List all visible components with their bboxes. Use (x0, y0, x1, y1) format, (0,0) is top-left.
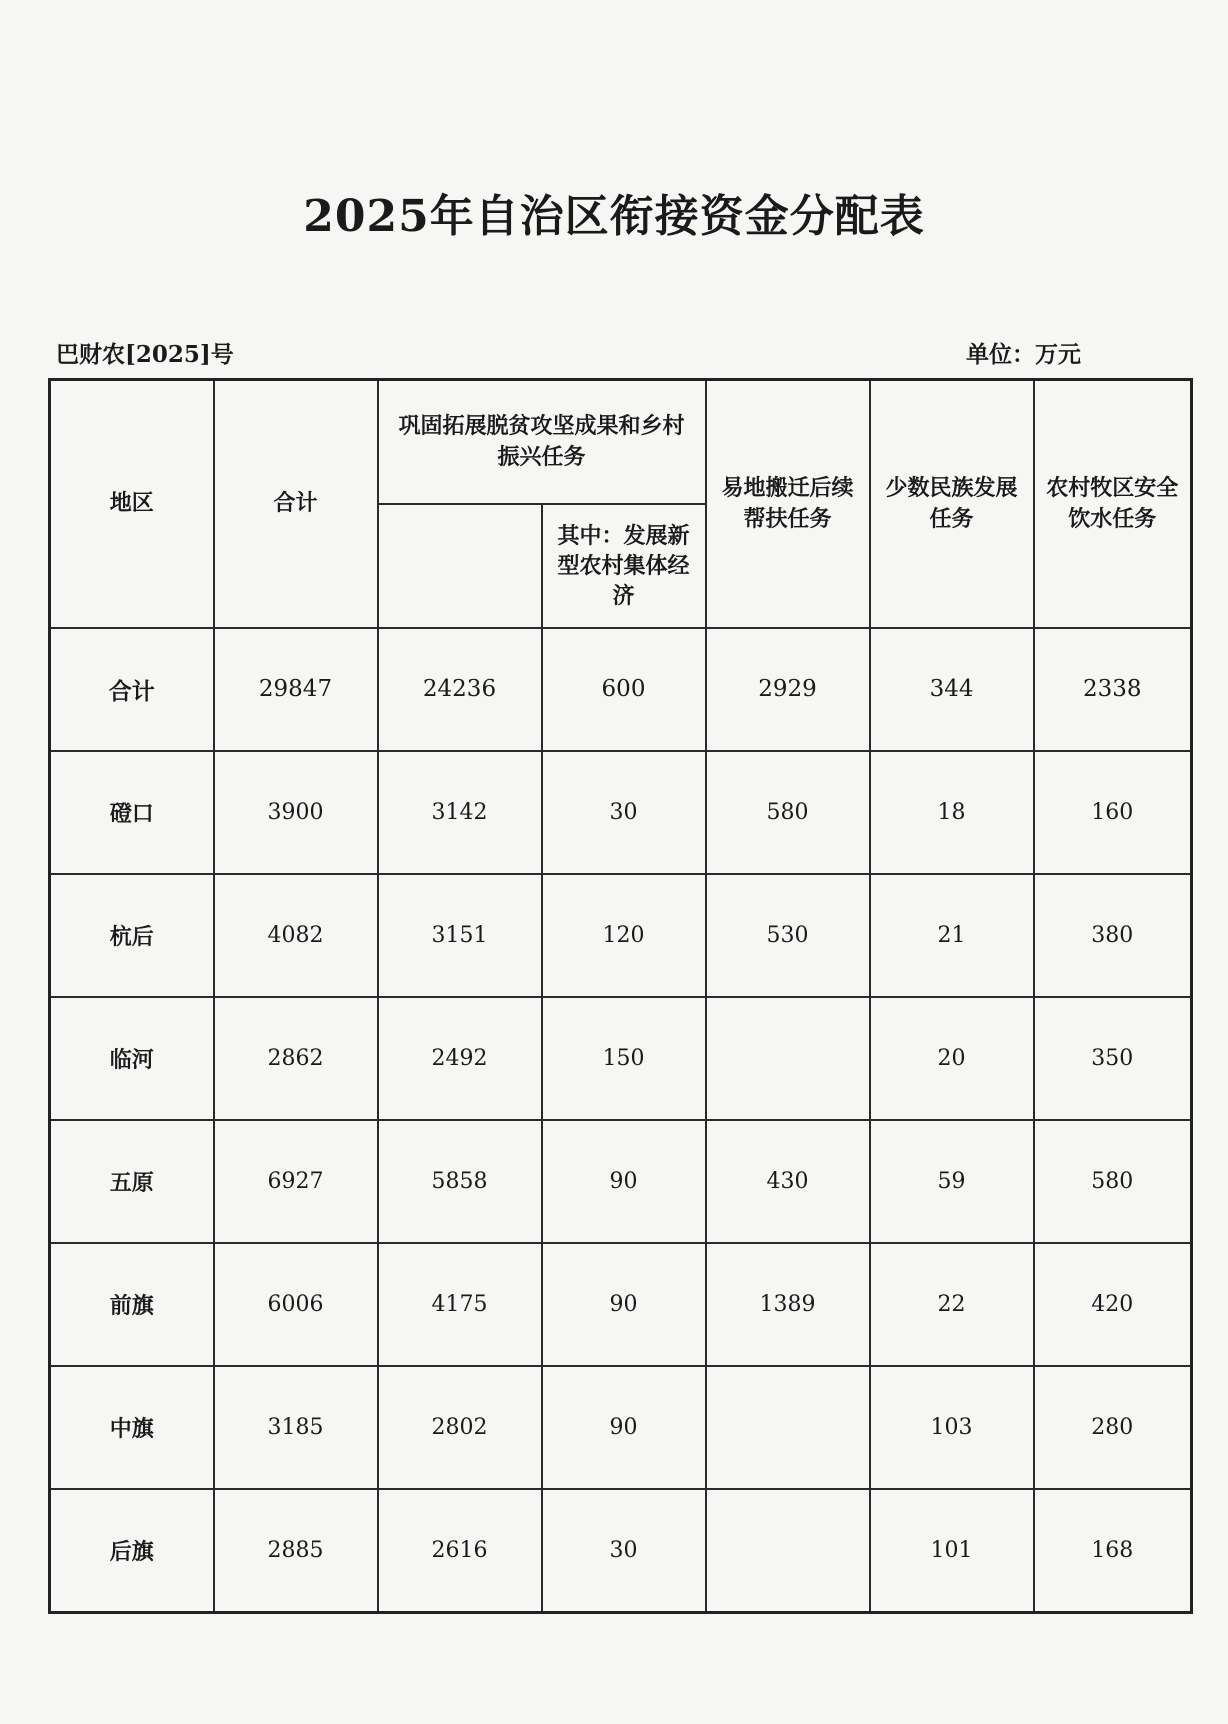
allocation-table (48, 378, 1193, 1614)
cell-water: 168 (1034, 1489, 1192, 1612)
cell-collective: 30 (542, 751, 706, 874)
table-row (50, 751, 1192, 874)
cell-consolidate: 5858 (378, 1120, 542, 1243)
cell-region: 磴口 (50, 751, 214, 874)
cell-region: 前旗 (50, 1243, 214, 1366)
cell-collective: 150 (542, 997, 706, 1120)
cell-region: 合计 (50, 628, 214, 751)
header-consolidate-blank (378, 504, 542, 628)
table-row (50, 1120, 1192, 1243)
cell-consolidate: 4175 (378, 1243, 542, 1366)
cell-total: 4082 (214, 874, 378, 997)
cell-collective: 90 (542, 1366, 706, 1489)
cell-minority: 21 (870, 874, 1034, 997)
page-title: 2025年自治区衔接资金分配表 (303, 191, 925, 242)
cell-relocation (706, 1366, 870, 1489)
cell-minority: 20 (870, 997, 1034, 1120)
cell-total: 3185 (214, 1366, 378, 1489)
cell-water: 380 (1034, 874, 1192, 997)
table-row (50, 1366, 1192, 1489)
cell-minority: 101 (870, 1489, 1034, 1612)
cell-total: 2885 (214, 1489, 378, 1612)
cell-total: 29847 (214, 628, 378, 751)
cell-consolidate: 3142 (378, 751, 542, 874)
cell-relocation: 2929 (706, 628, 870, 751)
cell-minority: 344 (870, 628, 1034, 751)
unit-label: 单位：万元 (966, 341, 1081, 368)
cell-region: 后旗 (50, 1489, 214, 1612)
table-row (50, 874, 1192, 997)
cell-relocation (706, 1489, 870, 1612)
table-row (50, 1489, 1192, 1612)
cell-region: 临河 (50, 997, 214, 1120)
cell-total: 2862 (214, 997, 378, 1120)
cell-region: 杭后 (50, 874, 214, 997)
cell-consolidate: 2802 (378, 1366, 542, 1489)
cell-total: 6927 (214, 1120, 378, 1243)
cell-total: 6006 (214, 1243, 378, 1366)
cell-minority: 22 (870, 1243, 1034, 1366)
table-row (50, 1243, 1192, 1366)
header-total: 合计 (214, 380, 378, 628)
cell-relocation: 530 (706, 874, 870, 997)
cell-minority: 59 (870, 1120, 1034, 1243)
cell-region: 中旗 (50, 1366, 214, 1489)
cell-collective: 120 (542, 874, 706, 997)
header-relocation: 易地搬迁后续帮扶任务 (706, 380, 870, 628)
cell-minority: 103 (870, 1366, 1034, 1489)
cell-water: 2338 (1034, 628, 1192, 751)
header-region: 地区 (50, 380, 214, 628)
cell-water: 160 (1034, 751, 1192, 874)
cell-relocation: 580 (706, 751, 870, 874)
cell-water: 350 (1034, 997, 1192, 1120)
cell-collective: 600 (542, 628, 706, 751)
header-collective: 其中：发展新型农村集体经济 (542, 504, 706, 628)
cell-water: 420 (1034, 1243, 1192, 1366)
document-number: 巴财农[2025]号 (56, 341, 234, 368)
header-water: 农村牧区安全饮水任务 (1034, 380, 1192, 628)
cell-collective: 30 (542, 1489, 706, 1612)
header-minority: 少数民族发展任务 (870, 380, 1034, 628)
cell-water: 580 (1034, 1120, 1192, 1243)
cell-collective: 90 (542, 1120, 706, 1243)
header-consolidate-label: 巩固拓展脱贫攻坚成果和乡村振兴任务 (398, 412, 685, 470)
table-row-total (50, 628, 1192, 751)
cell-relocation: 1389 (706, 1243, 870, 1366)
cell-water: 280 (1034, 1366, 1192, 1489)
cell-consolidate: 2616 (378, 1489, 542, 1612)
table-row (50, 997, 1192, 1120)
cell-minority: 18 (870, 751, 1034, 874)
cell-region: 五原 (50, 1120, 214, 1243)
cell-collective: 90 (542, 1243, 706, 1366)
cell-consolidate: 2492 (378, 997, 542, 1120)
table-body (50, 628, 1192, 1613)
cell-relocation (706, 997, 870, 1120)
cell-consolidate: 3151 (378, 874, 542, 997)
cell-total: 3900 (214, 751, 378, 874)
cell-relocation: 430 (706, 1120, 870, 1243)
cell-consolidate: 24236 (378, 628, 542, 751)
header-consolidate (378, 380, 706, 504)
